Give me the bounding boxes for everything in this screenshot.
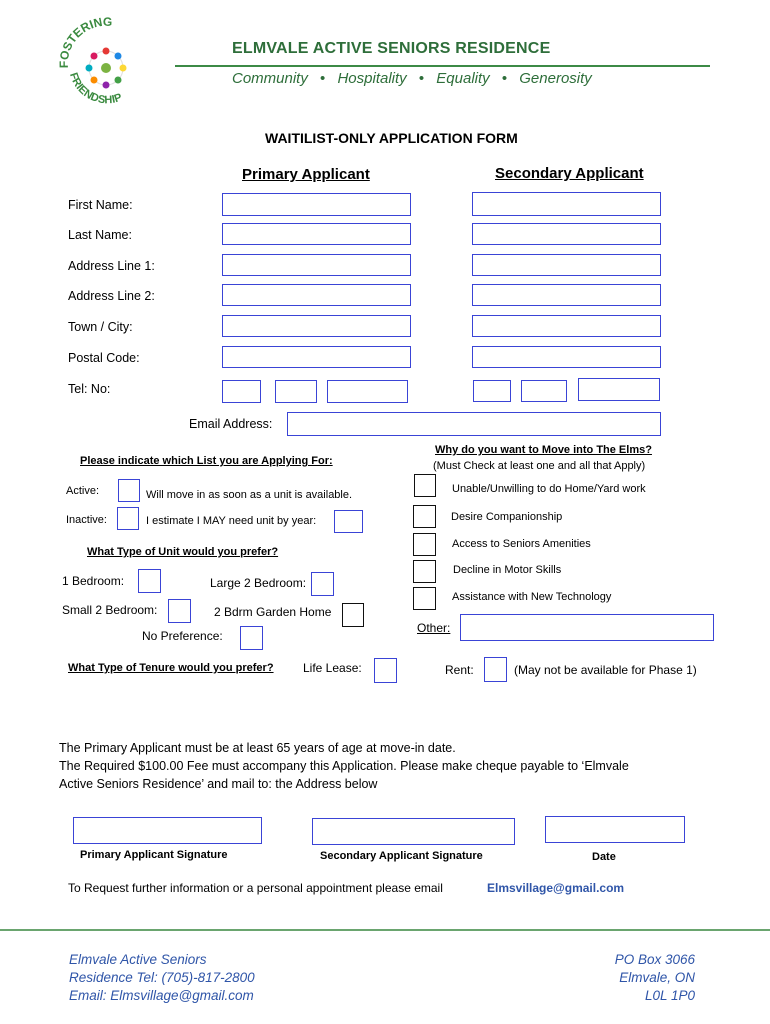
footer-city: Elmvale, ON <box>619 970 695 985</box>
primary-first-name-field[interactable] <box>222 193 411 216</box>
last-name-label: Last Name: <box>68 228 132 242</box>
reason-label-yardwork: Unable/Unwilling to do Home/Yard work <box>452 483 646 495</box>
rent-note: (May not be available for Phase 1) <box>514 663 697 677</box>
primary-heading: Primary Applicant <box>242 166 370 183</box>
inactive-label: Inactive: <box>66 514 107 526</box>
garden-home-checkbox[interactable] <box>342 603 364 627</box>
reasons-subheading: (Must Check at least one and all that Apply) <box>433 460 646 472</box>
large-two-bedroom-checkbox[interactable] <box>311 572 334 596</box>
reason-label-motor-skills: Decline in Motor Skills <box>453 564 562 576</box>
note-fee: The Required $100.00 Fee must accompany this Application. Please make cheque payable to ‘Elmvale <box>59 759 629 773</box>
active-description: Will move in as soon as a unit is available. <box>146 489 353 501</box>
reason-label-companionship: Desire Companionship <box>451 511 563 523</box>
tel-label: Tel: No: <box>68 382 111 396</box>
primary-last-name-field[interactable] <box>222 223 411 245</box>
motto-hospitality: Hospitality <box>337 70 407 87</box>
life-lease-label: Life Lease: <box>303 661 362 675</box>
tenure-heading: What Type of Tenure would you prefer? <box>68 662 274 674</box>
reason-checkbox-companionship[interactable] <box>413 505 436 528</box>
address1-label: Address Line 1: <box>68 259 155 273</box>
inactive-description: I estimate I MAY need unit by year: <box>146 515 317 527</box>
date-field[interactable] <box>545 816 685 843</box>
small-two-bedroom-label: Small 2 Bedroom: <box>62 603 158 617</box>
secondary-heading: Secondary Applicant <box>495 165 644 182</box>
motto-separator: • <box>320 70 326 87</box>
primary-address1-field[interactable] <box>222 254 411 276</box>
footer-rule <box>0 929 770 931</box>
other-reason-field[interactable] <box>460 614 714 641</box>
primary-signature-label: Primary Applicant Signature <box>80 849 228 861</box>
reason-checkbox-yardwork[interactable] <box>414 474 436 497</box>
large-two-bedroom-label: Large 2 Bedroom: <box>210 576 307 590</box>
motto-generosity: Generosity <box>519 70 592 87</box>
primary-tel-prefix-field[interactable] <box>275 380 317 403</box>
note-address: Active Seniors Residence’ and mail to: the Address below <box>59 777 378 791</box>
motto-separator: • <box>501 70 508 87</box>
motto-community: Community <box>232 70 308 87</box>
email-field[interactable] <box>287 412 661 436</box>
other-label: Other: <box>417 621 451 635</box>
primary-tel-line-field[interactable] <box>327 380 408 403</box>
motto-equality: Equality <box>436 70 490 87</box>
primary-postal-field[interactable] <box>222 346 411 368</box>
email-label: Email Address: <box>189 417 273 431</box>
primary-tel-area-field[interactable] <box>222 380 261 403</box>
logo-bottom-text: FRIENDSHIP <box>66 71 124 107</box>
motto-separator: • <box>418 70 425 87</box>
logo <box>58 16 154 112</box>
date-label: Date <box>592 851 616 863</box>
postal-label: Postal Code: <box>68 351 140 365</box>
form-title: WAITILIST-ONLY APPLICATION FORM <box>265 130 518 146</box>
contact-email-link[interactable]: Elmsvillage@gmail.com <box>487 881 625 895</box>
footer-postal: L0L 1P0 <box>644 988 695 1003</box>
logo-top-text: FOSTERING <box>58 16 113 69</box>
note-age: The Primary Applicant must be at least 65 years of age at move-in date. <box>59 741 456 755</box>
life-lease-checkbox[interactable] <box>374 658 397 683</box>
one-bedroom-checkbox[interactable] <box>138 569 161 593</box>
address2-label: Address Line 2: <box>68 289 155 303</box>
list-heading: Please indicate which List you are Applying For: <box>80 455 333 467</box>
footer-right <box>615 951 695 1005</box>
secondary-signature-label: Secondary Applicant Signature <box>320 850 483 862</box>
unit-heading: What Type of Unit would you prefer? <box>87 546 279 558</box>
secondary-tel-line-field[interactable] <box>578 378 660 401</box>
footer-org: Elmvale Active Seniors <box>69 952 207 967</box>
secondary-address1-field[interactable] <box>472 254 661 276</box>
active-checkbox[interactable] <box>118 479 140 502</box>
active-label: Active: <box>66 485 100 497</box>
secondary-tel-area-field[interactable] <box>473 380 511 402</box>
svg-text:FRIENDSHIP <box>67 71 124 106</box>
secondary-address2-field[interactable] <box>472 284 661 306</box>
header-rule <box>175 65 710 67</box>
inactive-year-field[interactable] <box>334 510 363 533</box>
garden-home-label: 2 Bdrm Garden Home <box>214 605 332 619</box>
reason-checkbox-motor-skills[interactable] <box>413 560 436 583</box>
small-two-bedroom-checkbox[interactable] <box>168 599 191 623</box>
reasons-heading: Why do you want to Move into The Elms? <box>435 444 652 456</box>
secondary-tel-prefix-field[interactable] <box>521 380 567 402</box>
first-name-label: First Name: <box>68 198 133 212</box>
secondary-last-name-field[interactable] <box>472 223 661 245</box>
no-preference-checkbox[interactable] <box>240 626 263 650</box>
one-bedroom-label: 1 Bedroom: <box>62 574 125 588</box>
no-preference-label: No Preference: <box>142 629 223 643</box>
reason-label-amenities: Access to Seniors Amenities <box>452 538 591 550</box>
reason-label-technology: Assistance with New Technology <box>452 591 612 603</box>
primary-town-field[interactable] <box>222 315 411 337</box>
people-ring-icon <box>86 48 127 89</box>
inactive-checkbox[interactable] <box>117 507 139 530</box>
primary-address2-field[interactable] <box>222 284 411 306</box>
secondary-first-name-field[interactable] <box>472 192 661 216</box>
secondary-signature-field[interactable] <box>312 818 515 845</box>
motto <box>232 70 592 87</box>
secondary-postal-field[interactable] <box>472 346 661 368</box>
secondary-town-field[interactable] <box>472 315 661 337</box>
reason-checkbox-technology[interactable] <box>413 587 436 610</box>
primary-signature-field[interactable] <box>73 817 262 844</box>
town-label: Town / City: <box>68 320 133 334</box>
contact-line: To Request further information or a personal appointment please email <box>68 881 443 895</box>
notes <box>59 739 629 793</box>
footer-po-box: PO Box 3066 <box>614 952 695 967</box>
svg-text:FOSTERING <box>58 16 113 68</box>
rent-checkbox[interactable] <box>484 657 507 682</box>
rent-label: Rent: <box>445 663 474 677</box>
footer-email: Email: Elmsvillage@gmail.com <box>69 988 254 1003</box>
org-name: ELMVALE ACTIVE SENIORS RESIDENCE <box>232 40 551 57</box>
reason-checkbox-amenities[interactable] <box>413 533 436 556</box>
footer-left <box>69 951 255 1005</box>
footer-tel: Residence Tel: (705)-817-2800 <box>69 970 255 985</box>
